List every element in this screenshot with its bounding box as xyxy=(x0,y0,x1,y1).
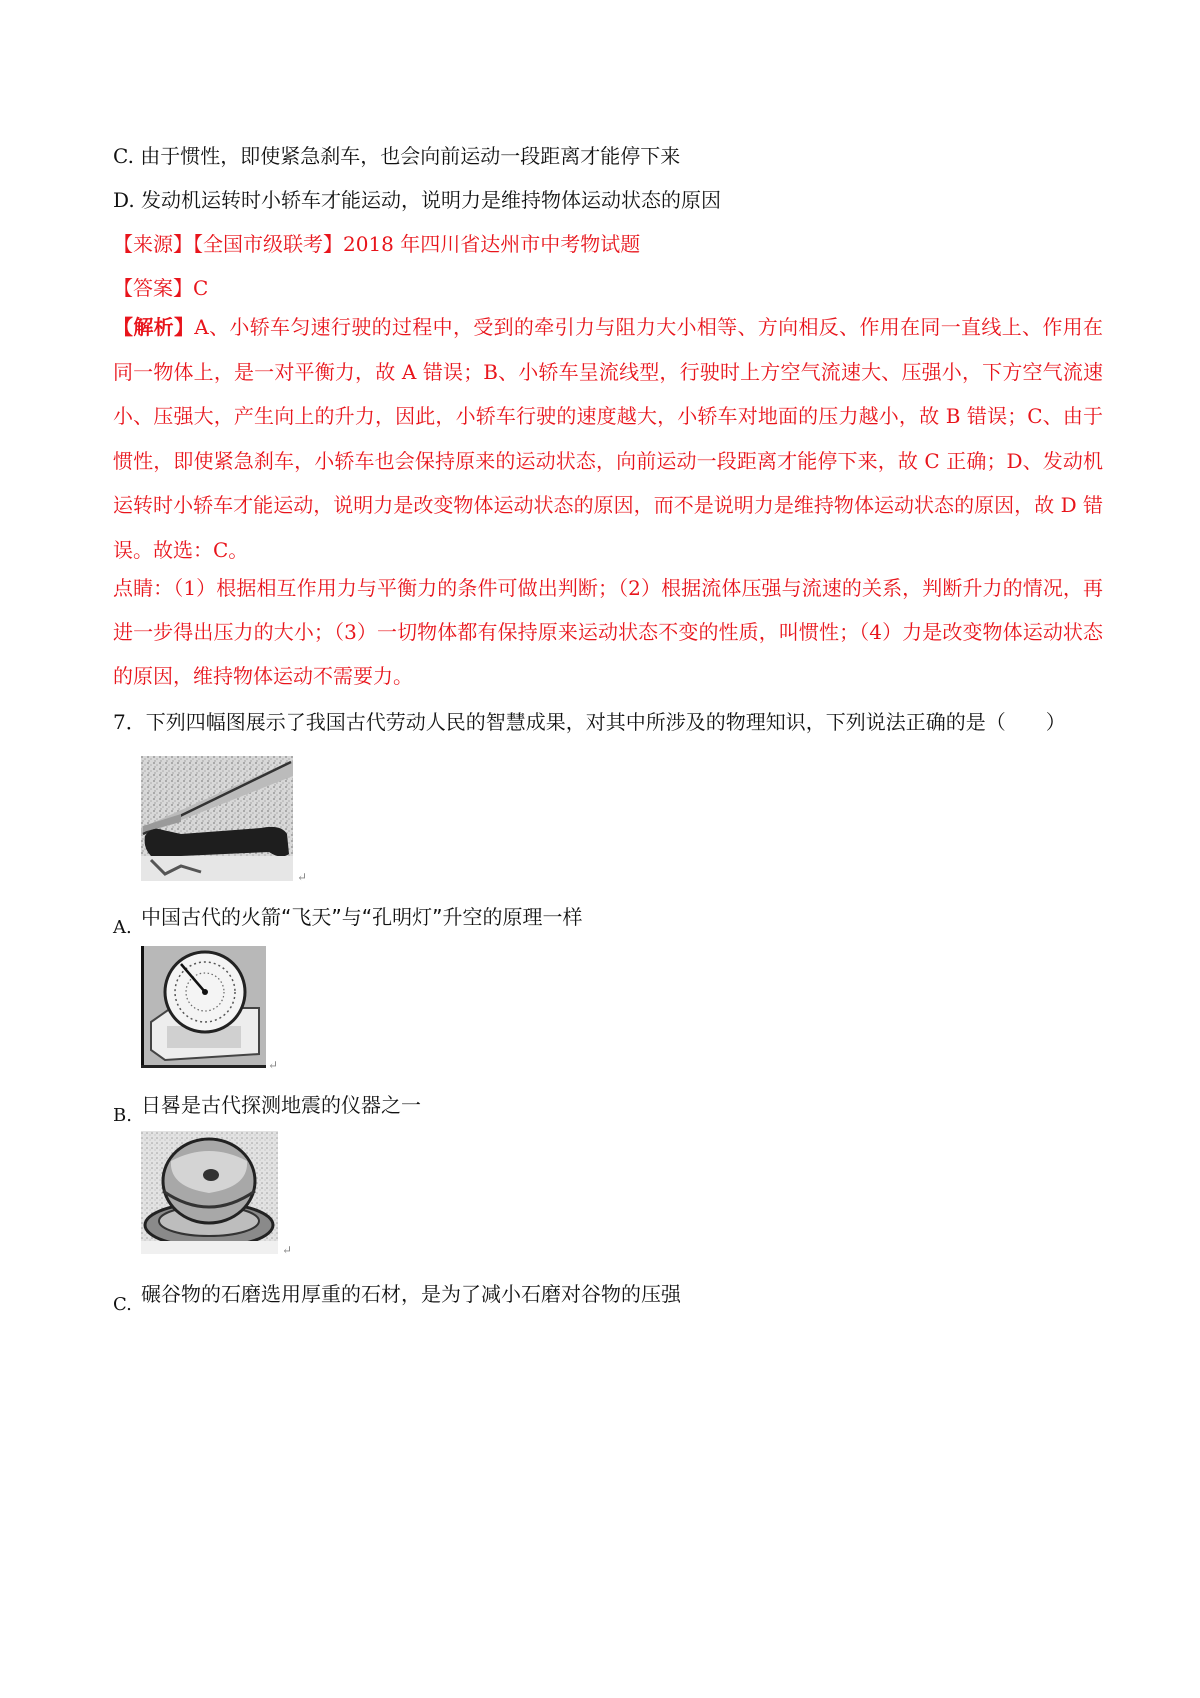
comment-paragraph: 点睛：（1）根据相互作用力与平衡力的条件可做出判断；（2）根据流体压强与流速的关系，判断升力的情况，再进一步得出压力的大小；（3）一切物体都有保持原来运动状态不变的性质，叫惯性；（4）力是改变物体运动状态的原因，维持物体运动不需要力。 xyxy=(113,576,1103,688)
question-7: 7．下列四幅图展示了我国古代劳动人民的智慧成果，对其中所涉及的物理知识，下列说法正确的是（ ） xyxy=(113,710,1066,734)
option-c-label: C. xyxy=(113,1294,132,1315)
option-b-text: 日晷是古代探测地震的仪器之一 xyxy=(141,1093,421,1117)
answer-line: 【答案】C xyxy=(113,276,209,300)
option-a-label: A. xyxy=(113,917,132,938)
figure-rocket-image xyxy=(141,756,293,881)
analysis-text: A、小轿车匀速行驶的过程中，受到的牵引力与阻力大小相等、方向相反、作用在同一直线上、作用在同一物体上，是一对平衡力，故 A 错误；B、小轿车呈流线型，行驶时上方空气流速大、压强小，下方空气流速小、压强大，产生向上的升力，因此，小轿车行驶的速度越大，小轿车对地面的压力越小，故 B 错误；C、由于惯性，即使紧急刹车，小轿车也会保持原来的运动状态，向前运动一段距离才能停下来，故 C 正确；D、发动机运转时小轿车才能运动，说明力是改变物体运动状态的原因，而不是说明力是维持物体运动状态的原因，故 D 错误。故选：C。 xyxy=(113,315,1103,562)
analysis-paragraph xyxy=(113,305,1103,572)
previous-option-c: C. 由于惯性，即使紧急刹车，也会向前运动一段距离才能停下来 xyxy=(113,144,681,168)
return-mark: ↵ xyxy=(282,1243,293,1257)
previous-option-d: D. 发动机运转时小轿车才能运动，说明力是维持物体运动状态的原因 xyxy=(113,188,722,212)
figure-stone-mill-image xyxy=(141,1131,278,1254)
option-a-text: 中国古代的火箭“飞天”与“孔明灯”升空的原理一样 xyxy=(141,905,583,929)
return-mark: ↵ xyxy=(297,870,308,884)
figure-sundial-image xyxy=(141,946,266,1068)
return-mark: ↵ xyxy=(268,1058,279,1072)
analysis-label: 【解析】 xyxy=(113,315,195,339)
option-c-text: 碾谷物的石磨选用厚重的石材，是为了减小石磨对谷物的压强 xyxy=(141,1282,681,1306)
option-b-label: B. xyxy=(113,1105,132,1126)
source-line: 【来源】【全国市级联考】2018 年四川省达州市中考物试题 xyxy=(113,232,641,256)
